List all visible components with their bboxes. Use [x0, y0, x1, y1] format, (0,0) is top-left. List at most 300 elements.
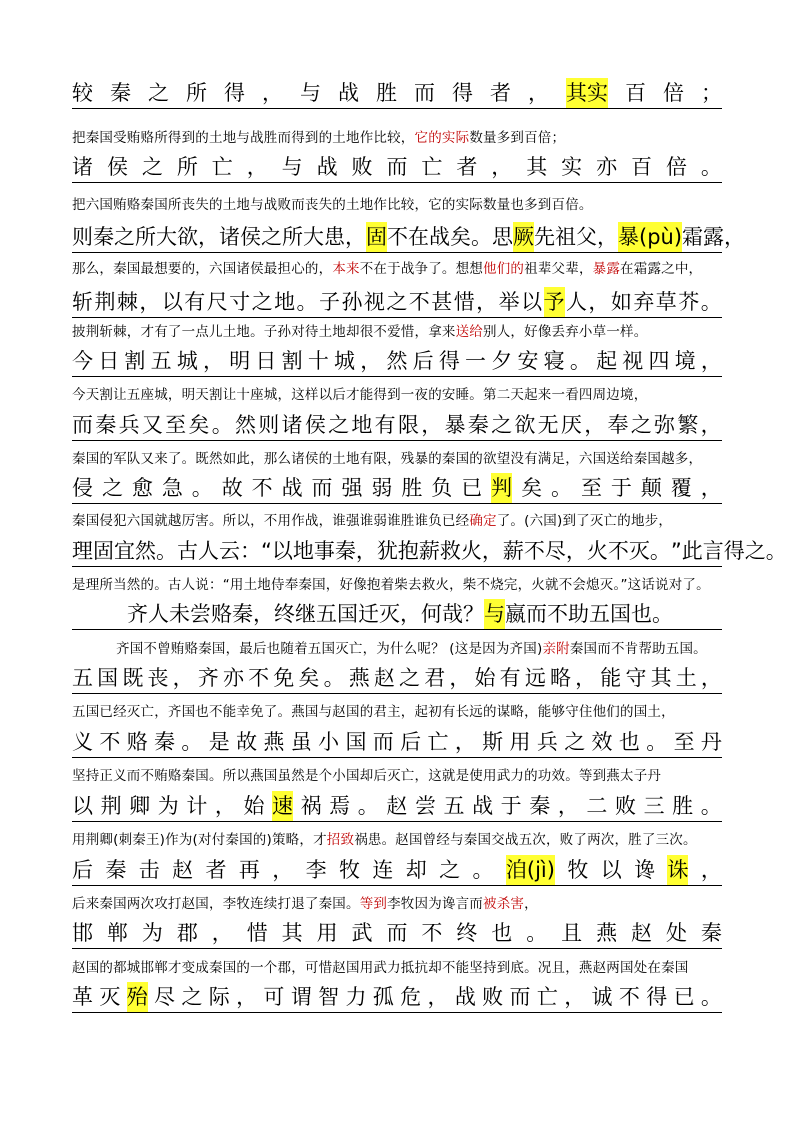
glyph: 。: [526, 921, 548, 945]
glyph: 始: [474, 666, 496, 690]
glyph: 之: [386, 290, 408, 314]
glyph: 奉: [607, 413, 629, 437]
glyph: ，: [139, 290, 161, 314]
glyph: 繁: [677, 413, 699, 437]
glyph: 固: [93, 539, 114, 563]
glyph: ，: [211, 921, 233, 945]
glyph: 割: [281, 349, 303, 373]
glyph: 城: [176, 349, 198, 373]
glyph: 兵: [536, 730, 558, 754]
glyph: 矣: [298, 666, 320, 690]
glyph: 思: [492, 225, 513, 249]
glyph: 斯: [482, 730, 504, 754]
highlighted-text: 速: [272, 791, 293, 821]
glyph: 其: [526, 155, 548, 179]
glyph: 侯: [106, 155, 128, 179]
translation-text: 是理所当然的。古人说：“用土地侍奉秦国，好像抱着柴去救火，柴不烧完，火就不会熄灭。”这话说对了。: [72, 577, 710, 593]
glyph: ？: [463, 602, 484, 626]
glyph: 秦: [334, 539, 356, 563]
glyph: 卿: [129, 794, 151, 818]
translation-text: 数量多到百倍；: [469, 130, 566, 146]
glyph: 得: [452, 81, 473, 105]
glyph: ，: [584, 413, 606, 437]
glyph: 守: [625, 666, 647, 690]
glyph: 诸: [281, 413, 303, 437]
glyph: 齐: [127, 602, 148, 626]
text-line: [72, 321, 722, 343]
glyph: 故: [221, 476, 243, 500]
glyph: 地: [292, 539, 314, 563]
glyph: 秦: [93, 225, 114, 249]
glyph: 抱: [397, 539, 419, 563]
glyph: 败: [614, 794, 636, 818]
glyph: 侯: [304, 413, 326, 437]
glyph: 在: [408, 225, 429, 249]
glyph: 之: [491, 413, 513, 437]
glyph: 以: [600, 858, 622, 882]
glyph: 寝: [543, 349, 565, 373]
red-text: 他们的: [483, 261, 525, 277]
glyph: 则: [258, 413, 280, 437]
glyph: 以: [521, 290, 543, 314]
glyph: 。: [700, 290, 722, 314]
glyph: 夕: [491, 349, 513, 373]
translation-text: 那么，秦国最想要的，六国诸侯最担心的，: [72, 261, 333, 277]
glyph: ，: [214, 794, 236, 818]
glyph: 土: [675, 666, 697, 690]
glyph: 以: [271, 539, 293, 563]
glyph: 秦: [529, 794, 551, 818]
glyph: ；: [701, 81, 722, 105]
glyph: 免: [273, 666, 295, 690]
glyph: 燕: [263, 730, 285, 754]
text-line: [72, 448, 722, 470]
glyph: 为: [157, 794, 179, 818]
glyph: 安: [517, 349, 539, 373]
glyph: 秦: [467, 413, 489, 437]
glyph: 而: [386, 921, 408, 945]
text-line: [72, 222, 746, 253]
glyph: 而: [526, 602, 547, 626]
translation-text: 把秦国受贿赂所得到的土地与战胜而得到的土地作比较，: [72, 130, 415, 146]
glyph: ：: [240, 539, 261, 563]
glyph: 。: [569, 349, 591, 373]
glyph: 赵: [631, 921, 652, 945]
glyph: 胜: [672, 794, 694, 818]
translation-text: 祖辈父辈，: [524, 261, 593, 277]
glyph: 人: [198, 539, 219, 563]
glyph: 嬴: [505, 602, 526, 626]
glyph: 十: [307, 349, 329, 373]
glyph: 。: [700, 985, 722, 1009]
translation-text: 秦国的军队又来了。既然如此，那么诸侯的土地有限，残暴的秦国的欲望没有满足，六国送给秦国越多，: [72, 451, 703, 467]
text-line: [72, 765, 722, 787]
glyph: 此: [681, 539, 703, 563]
glyph: 不: [421, 921, 443, 945]
glyph: ，: [700, 349, 722, 373]
glyph: ”: [670, 539, 682, 563]
glyph: ，: [597, 225, 618, 249]
text-line: [72, 510, 722, 532]
highlighted-text: 洎(jì): [506, 855, 555, 885]
glyph: 视: [363, 290, 385, 314]
glyph: 孙: [341, 290, 363, 314]
translation-text: 赵国的都城邯郸才变成秦国的一个郡，可惜赵国用武力抵抗却不能坚持到底。况且，燕赵两国处在秦国: [72, 960, 689, 976]
glyph: 颠: [640, 476, 662, 500]
red-text: 亲附: [542, 641, 570, 657]
translation-text: 坚持正义而不贿赂秦国。所以燕国虽然是个小国却后灭亡，这就是使用武力的功效。等到燕太子丹: [72, 768, 662, 784]
translation-text: 今天割让五座城，明天割让十座城，这样以后才能得到一夜的安睡。第二天起来一看四周边境，: [72, 387, 648, 403]
glyph: 已: [461, 476, 483, 500]
glyph: 之: [101, 476, 123, 500]
glyph: 不: [408, 290, 430, 314]
glyph: 已: [673, 985, 695, 1009]
glyph: 也: [491, 921, 513, 945]
glyph: 然: [135, 539, 156, 563]
glyph: 侵: [72, 476, 93, 500]
glyph: 弃: [633, 290, 655, 314]
glyph: 孤: [372, 985, 394, 1009]
glyph: 能: [600, 666, 622, 690]
text-line: [72, 957, 722, 979]
glyph: 草: [655, 290, 677, 314]
highlighted-text: 诛: [667, 855, 688, 885]
glyph: 诸: [72, 155, 93, 179]
text-line: [72, 663, 722, 694]
glyph: 矣: [450, 225, 471, 249]
glyph: 大: [303, 225, 324, 249]
glyph: 不: [618, 985, 640, 1009]
red-text: 被杀害: [483, 896, 525, 912]
glyph: ，: [427, 985, 449, 1009]
glyph: 故: [236, 730, 258, 754]
highlighted-text: 固: [366, 222, 387, 252]
glyph: 一: [465, 349, 487, 373]
glyph: 远: [524, 666, 546, 690]
glyph: 。: [649, 539, 671, 563]
glyph: ，: [355, 539, 377, 563]
text-line: [72, 727, 722, 758]
glyph: 弥: [654, 413, 676, 437]
glyph: 急: [161, 476, 183, 500]
translation-text: ，: [524, 896, 538, 912]
glyph: 今: [72, 349, 93, 373]
glyph: 倍: [665, 155, 687, 179]
glyph: 之: [114, 225, 135, 249]
glyph: 亡: [427, 730, 449, 754]
glyph: 之: [439, 858, 461, 882]
glyph: 。: [700, 794, 722, 818]
glyph: ，: [262, 81, 283, 105]
glyph: ，: [198, 225, 219, 249]
glyph: 君: [424, 666, 446, 690]
glyph: 之: [251, 290, 273, 314]
glyph: 赂: [211, 602, 232, 626]
glyph: 亦: [596, 155, 618, 179]
glyph: ，: [360, 349, 382, 373]
glyph: 患: [324, 225, 345, 249]
translation-text: 李牧因为谗言而: [387, 896, 484, 912]
glyph: 后: [72, 858, 93, 882]
glyph: 境: [674, 349, 696, 373]
glyph: 战: [429, 225, 450, 249]
glyph: 火: [460, 539, 482, 563]
glyph: ，: [449, 666, 471, 690]
glyph: 可: [263, 985, 285, 1009]
glyph: ，: [421, 413, 443, 437]
red-text: 等到: [359, 896, 388, 912]
glyph: 秦: [95, 413, 117, 437]
glyph: ，: [345, 225, 366, 249]
glyph: 五: [589, 602, 610, 626]
highlighted-text: 殆: [127, 982, 148, 1012]
glyph: 而: [372, 730, 394, 754]
glyph: 用: [316, 921, 338, 945]
red-text: 招致: [326, 832, 355, 848]
glyph: 秦: [232, 602, 253, 626]
highlighted-text: 判: [491, 473, 512, 503]
glyph: 惜: [453, 290, 475, 314]
glyph: 李: [305, 858, 327, 882]
glyph: 。: [652, 602, 673, 626]
glyph: 棘: [116, 290, 138, 314]
glyph: 尽: [154, 985, 176, 1009]
glyph: ，: [236, 985, 258, 1009]
glyph: 宜: [114, 539, 135, 563]
glyph: 不: [251, 476, 273, 500]
glyph: 实: [561, 155, 583, 179]
glyph: 有: [499, 666, 521, 690]
glyph: 。: [211, 413, 233, 437]
translation-text: 用荆卿(刺秦王)作为(对付秦国的)策略，才: [72, 832, 327, 848]
glyph: 危: [400, 985, 422, 1009]
text-line: [72, 287, 722, 318]
glyph: 。: [191, 476, 213, 500]
glyph: 侯: [240, 225, 261, 249]
translation-text: 别人，好像丢弃小草一样。: [483, 324, 648, 340]
glyph: 迁: [358, 602, 379, 626]
glyph: 五: [443, 794, 465, 818]
glyph: 又: [141, 413, 163, 437]
translation-text: 五国已经灭亡，齐国也不能幸免了。燕国与赵国的君主，起初有长远的谋略，能够守住他们的国土，: [72, 704, 675, 720]
glyph: 。: [296, 290, 318, 314]
glyph: 。: [156, 539, 177, 563]
glyph: 而: [509, 985, 531, 1009]
glyph: 战: [281, 476, 303, 500]
glyph: ，: [491, 155, 513, 179]
glyph: 强: [341, 476, 363, 500]
glyph: 欲: [177, 225, 198, 249]
glyph: 薪: [502, 539, 524, 563]
glyph: 也: [631, 602, 652, 626]
glyph: 古: [177, 539, 198, 563]
glyph: ，: [575, 666, 597, 690]
glyph: 既: [122, 666, 144, 690]
glyph: 弱: [371, 476, 393, 500]
glyph: 国: [610, 602, 631, 626]
glyph: 言: [702, 539, 724, 563]
glyph: 小: [318, 730, 340, 754]
glyph: 国: [337, 602, 358, 626]
glyph: 以: [72, 794, 93, 818]
glyph: 胜: [401, 476, 423, 500]
glyph: 较: [72, 81, 93, 105]
glyph: 战: [316, 155, 338, 179]
glyph: 不: [547, 602, 568, 626]
highlighted-text: 暴(pù): [618, 222, 682, 252]
glyph: 无: [537, 413, 559, 437]
glyph: 。: [471, 225, 492, 249]
glyph: 矣: [521, 476, 543, 500]
glyph: 地: [274, 290, 296, 314]
text-line: [72, 473, 722, 504]
glyph: 与: [281, 155, 303, 179]
glyph: 四: [648, 349, 670, 373]
text-line: [72, 791, 722, 822]
glyph: 后: [412, 349, 434, 373]
glyph: 所: [282, 225, 303, 249]
glyph: 于: [500, 794, 522, 818]
glyph: 。: [472, 858, 494, 882]
text-line: [72, 855, 722, 886]
glyph: 。: [646, 730, 668, 754]
glyph: 哉: [442, 602, 463, 626]
glyph: 得: [224, 81, 245, 105]
glyph: 战: [338, 81, 359, 105]
glyph: 之: [564, 730, 586, 754]
translation-text: 秦国侵犯六国就越厉害。所以，不用作战，谁强谁弱谁胜谁负已经: [72, 513, 470, 529]
glyph: 者: [490, 81, 511, 105]
glyph: ，: [476, 290, 498, 314]
glyph: ，: [565, 539, 587, 563]
glyph: 终: [274, 602, 295, 626]
glyph: 智: [318, 985, 340, 1009]
glyph: 斩: [72, 290, 93, 314]
glyph: 然: [234, 413, 256, 437]
glyph: 其: [650, 666, 672, 690]
glyph: 亡: [536, 985, 558, 1009]
glyph: 子: [318, 290, 340, 314]
glyph: 何: [421, 602, 442, 626]
glyph: ，: [454, 730, 476, 754]
glyph: 然: [386, 349, 408, 373]
glyph: 寸: [229, 290, 251, 314]
glyph: 云: [219, 539, 240, 563]
glyph: 赵: [373, 666, 395, 690]
glyph: 之: [744, 539, 766, 563]
highlighted-text: 厥: [513, 222, 534, 252]
glyph: 之: [141, 155, 163, 179]
glyph: 亡: [211, 155, 233, 179]
translation-text: 齐国不曾贿赂秦国，最后也随着五国灭亡，为什么呢？ (这是因为齐国): [116, 641, 543, 657]
glyph: 牧: [339, 858, 360, 882]
glyph: 灭: [628, 539, 650, 563]
glyph: 丹: [700, 730, 722, 754]
glyph: 际: [208, 985, 230, 1009]
glyph: 之: [261, 225, 282, 249]
glyph: 人: [565, 290, 587, 314]
glyph: 二: [586, 794, 608, 818]
glyph: 不: [387, 225, 408, 249]
glyph: 之: [399, 666, 421, 690]
translation-text: 秦国而不肯帮助五国。: [569, 641, 707, 657]
glyph: 救: [439, 539, 461, 563]
glyph: 而: [414, 81, 435, 105]
glyph: 欲: [514, 413, 536, 437]
glyph: 继: [295, 602, 316, 626]
glyph: 始: [243, 794, 265, 818]
glyph: 丧: [147, 666, 169, 690]
glyph: 视: [622, 349, 644, 373]
glyph: 牧: [567, 858, 589, 882]
glyph: 甚: [431, 290, 453, 314]
glyph: 败: [482, 985, 504, 1009]
glyph: 谓: [290, 985, 312, 1009]
glyph: 不: [607, 539, 629, 563]
red-text: 送给: [455, 324, 484, 340]
text-line: [72, 701, 722, 723]
glyph: 露: [703, 225, 725, 249]
text-line: [72, 194, 722, 216]
glyph: 赂: [126, 730, 148, 754]
glyph: 力: [345, 985, 367, 1009]
glyph: ，: [700, 413, 722, 437]
glyph: 谗: [634, 858, 656, 882]
translation-text: 祸患。赵国曾经与秦国交战五次，败了两次，胜了三次。: [354, 832, 697, 848]
glyph: 诸: [219, 225, 240, 249]
glyph: 燕: [348, 666, 370, 690]
glyph: 大: [156, 225, 177, 249]
glyph: 三: [643, 794, 665, 818]
glyph: 且: [561, 921, 583, 945]
glyph: 厌: [560, 413, 582, 437]
glyph: 。: [181, 730, 203, 754]
text-line: [72, 893, 722, 915]
glyph: 有: [374, 413, 396, 437]
glyph: 得: [438, 349, 460, 373]
translation-text: 披荆斩棘，才有了一点儿土地。子孙对待土地却很不爱惜，拿来: [72, 324, 456, 340]
glyph: 齐: [197, 666, 219, 690]
glyph: 祸: [300, 794, 322, 818]
glyph: 之: [630, 413, 652, 437]
glyph: 以: [161, 290, 183, 314]
translation-text: 了。(六国)到了灭亡的地步，: [496, 513, 673, 529]
glyph: 赵: [172, 858, 194, 882]
glyph: 。: [700, 155, 722, 179]
glyph: 后: [400, 730, 422, 754]
glyph: 之: [148, 81, 169, 105]
glyph: 。: [551, 476, 572, 500]
glyph: ，: [481, 539, 503, 563]
glyph: 之: [181, 985, 203, 1009]
text-line: [72, 982, 722, 1013]
glyph: 负: [431, 476, 453, 500]
glyph: 日: [255, 349, 277, 373]
glyph: 助: [568, 602, 589, 626]
glyph: 则: [72, 225, 93, 249]
text-line: [72, 346, 722, 377]
text-line: [72, 127, 722, 149]
glyph: 惜: [246, 921, 268, 945]
translation-text: 把六国贿赂秦国所丧失的土地与战败而丧失的土地作比较，它的实际数量也多到百倍。: [72, 197, 593, 213]
translation-text: 不在于战争了。想想: [359, 261, 484, 277]
red-text: 本来: [332, 261, 360, 277]
glyph: 赵: [386, 794, 408, 818]
glyph: 举: [498, 290, 520, 314]
glyph: 矣: [188, 413, 210, 437]
glyph: 不: [523, 539, 545, 563]
glyph: 百: [631, 155, 652, 179]
